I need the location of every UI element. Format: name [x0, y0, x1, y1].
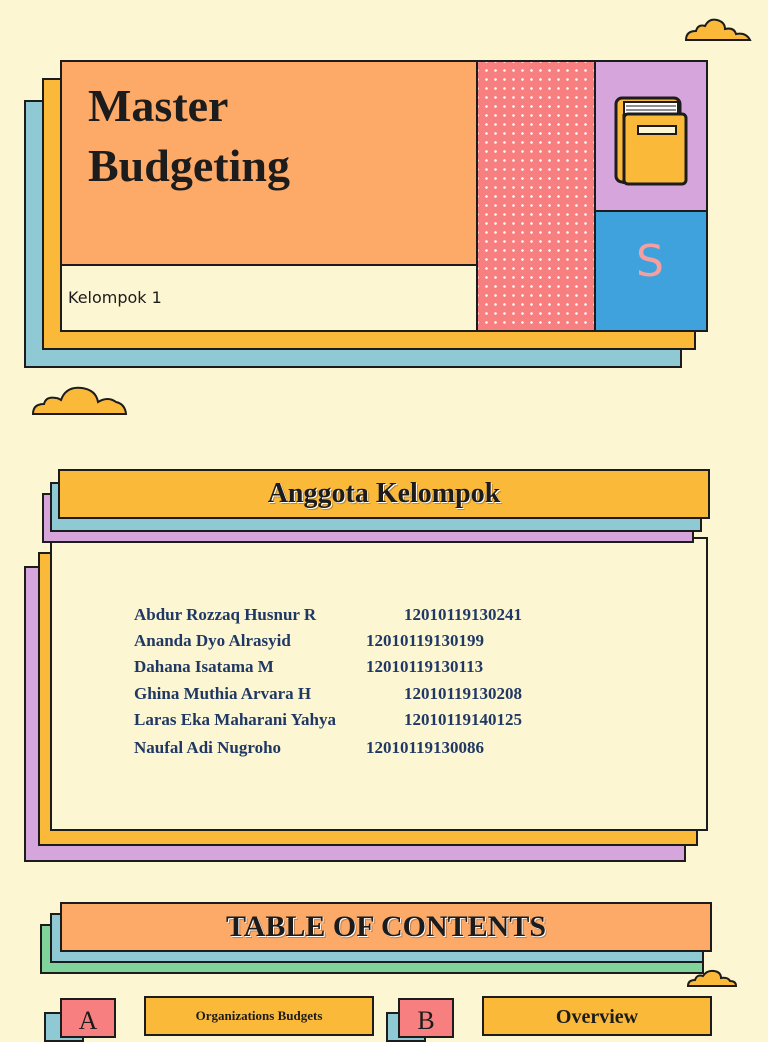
member-nim: 12010119130086: [366, 738, 485, 757]
accent-letter: S: [636, 236, 664, 287]
toc-item-label: Organizations Budgets: [195, 1008, 323, 1023]
member-nim: 12010119130208: [404, 684, 523, 703]
member-nim: 12010119130241: [404, 605, 523, 624]
member-nim: 12010119140125: [404, 710, 523, 729]
member-name: Laras Eka Maharani Yahya: [134, 710, 336, 729]
member-nim: 12010119130113: [366, 657, 484, 676]
book-icon: [612, 94, 690, 188]
member-nim: 12010119130199: [366, 631, 485, 650]
toc-item-a-letter-box: [60, 998, 116, 1038]
member-name: Ghina Muthia Arvara H: [134, 684, 312, 703]
member-name: Ananda Dyo Alrasyid: [134, 631, 291, 650]
member-name: Abdur Rozzaq Husnur R: [134, 605, 317, 624]
members-heading: Anggota Kelompok: [267, 478, 501, 509]
dotted-pattern-panel: [476, 60, 596, 332]
cloud-decoration-middle: [30, 384, 130, 416]
members-header: [58, 469, 710, 519]
slide-subtitle: Kelompok 1: [68, 288, 162, 307]
toc-item-a[interactable]: [144, 996, 374, 1036]
toc-item-letter: A: [78, 1006, 98, 1035]
toc-item-b-letter-box: [398, 998, 454, 1038]
member-name: Dahana Isatama M: [134, 657, 274, 676]
toc-item-b[interactable]: [482, 996, 712, 1036]
slide-title: Master Budgeting: [88, 80, 290, 191]
member-name: Naufal Adi Nugroho: [134, 738, 282, 757]
toc-header: [60, 902, 712, 952]
toc-heading: TABLE OF CONTENTS: [225, 910, 547, 943]
toc-item-letter: B: [417, 1006, 435, 1035]
cloud-decoration-top: [684, 16, 754, 42]
toc-item-label: Overview: [555, 1006, 639, 1028]
